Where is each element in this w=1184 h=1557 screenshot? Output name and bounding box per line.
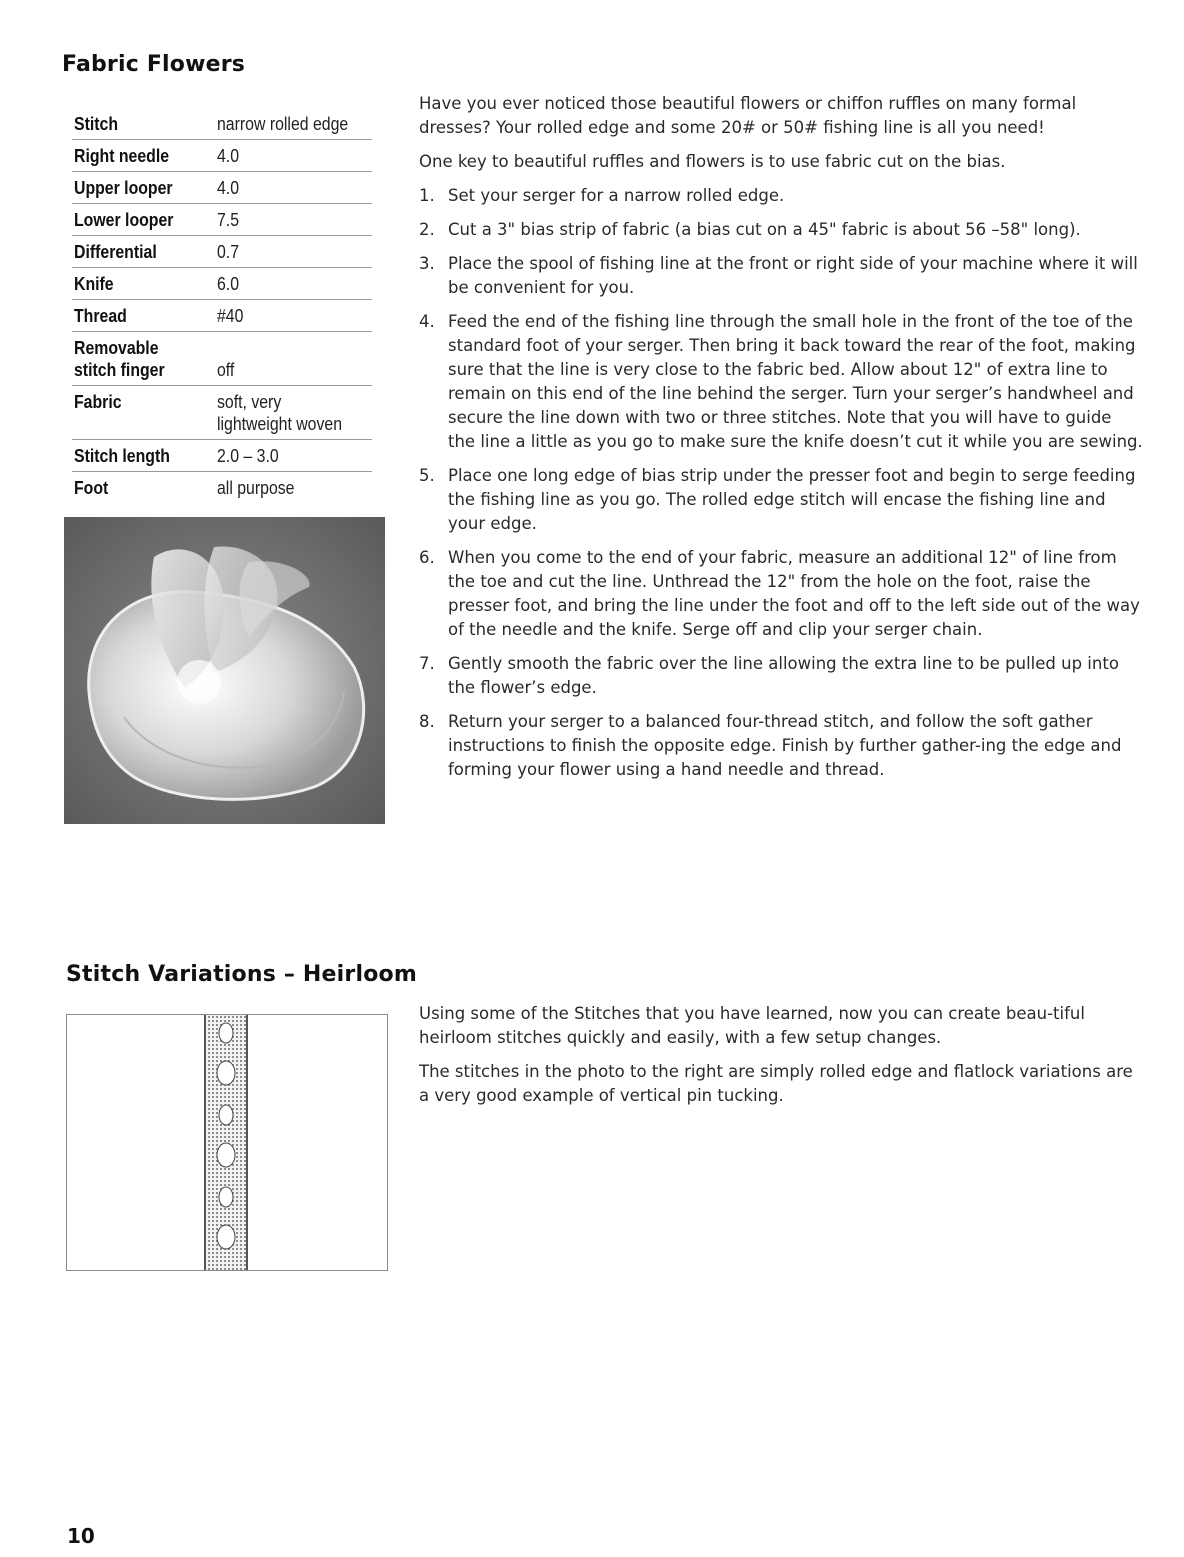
- step-text: Place the spool of fishing line at the front or right side of your machine where it will be convenient for you.: [448, 254, 1138, 297]
- step-text: Feed the end of the fishing line through the small hole in the front of the toe of the standard foot of your serger. Then bring it back toward the rear of the foot, making sure that the line is very close to the fabric bed. Allow about 12" of extra line to remain on this end of the line behind the serger. Turn your serger’s handwheel and secure the line down with two or three stitches. Note that you will have to guide the line a little as you go to make sure the knife doesn’t cut it while you are sewing.: [448, 312, 1143, 451]
- settings-table: [72, 108, 372, 503]
- setting-label: Stitch: [74, 114, 119, 134]
- setting-value: 6.0: [217, 274, 240, 294]
- list-item: [419, 652, 1143, 700]
- setting-label: Lower looper: [74, 210, 174, 230]
- step-number: 8.: [419, 712, 435, 731]
- settings-row: [72, 472, 372, 503]
- page-number: 10: [67, 1524, 95, 1548]
- setting-value: 7.5: [217, 210, 240, 230]
- step-number: 2.: [419, 220, 435, 239]
- setting-label: Removable stitch finger: [74, 338, 165, 380]
- fabric-flowers-text: [419, 92, 1143, 792]
- step-number: 5.: [419, 466, 435, 485]
- settings-row: [72, 236, 372, 268]
- setting-label: Right needle: [74, 146, 170, 166]
- heirloom-text: [419, 1002, 1143, 1118]
- section-title-fabric-flowers: Fabric Flowers: [62, 52, 246, 77]
- settings-row: [72, 108, 372, 140]
- settings-row: [72, 268, 372, 300]
- step-text: Gently smooth the fabric over the line allowing the extra line to be pulled up into the flower’s edge.: [448, 654, 1119, 697]
- setting-label: Fabric: [74, 392, 122, 412]
- section-title-heirloom: Stitch Variations – Heirloom: [66, 962, 417, 987]
- setting-label: Thread: [74, 306, 127, 326]
- list-item: [419, 252, 1143, 300]
- setting-value: narrow rolled edge: [217, 114, 349, 134]
- list-item: [419, 218, 1143, 242]
- steps-list: [419, 184, 1143, 782]
- setting-value: 4.0: [217, 178, 240, 198]
- setting-value: 2.0 – 3.0: [217, 446, 279, 466]
- list-item: [419, 546, 1143, 642]
- setting-value: off: [217, 360, 235, 380]
- setting-label: Differential: [74, 242, 157, 262]
- setting-value: 0.7: [217, 242, 240, 262]
- setting-label: Foot: [74, 478, 109, 498]
- step-number: 4.: [419, 312, 435, 331]
- settings-row: [72, 300, 372, 332]
- step-text: When you come to the end of your fabric, measure an additional 12" of line from the toe and cut the line. Unthread the 12" from the hole on the foot, raise the presser foot, and bring the line under the foot and off to the left side out of the way of the needle and the knife. Serge off and clip your serger chain.: [448, 548, 1140, 639]
- step-text: Set your serger for a narrow rolled edge.: [448, 186, 785, 205]
- step-text: Place one long edge of bias strip under the presser foot and begin to serge feeding the fishing line as you go. The rolled edge stitch will encase the fishing line and your edge.: [448, 466, 1136, 533]
- list-item: [419, 184, 1143, 208]
- setting-value: soft, very lightweight woven: [217, 392, 343, 434]
- fabric-flower-photo: [64, 517, 385, 824]
- settings-row: [72, 440, 372, 472]
- step-number: 7.: [419, 654, 435, 673]
- step-text: Return your serger to a balanced four-thread stitch, and follow the soft gather instructions to finish the opposite edge. Finish by further gather-ing the edge and forming your flower using a hand needle and thread.: [448, 712, 1122, 779]
- body-paragraph: Using some of the Stitches that you have learned, now you can create beau-tiful heirloom stitches quickly and easily, with a few setup changes.: [419, 1004, 1085, 1047]
- step-number: 3.: [419, 254, 435, 273]
- setting-value: 4.0: [217, 146, 240, 166]
- settings-row: [72, 204, 372, 236]
- setting-value: #40: [217, 306, 244, 326]
- setting-label: Stitch length: [74, 446, 170, 466]
- setting-value: all purpose: [217, 478, 295, 498]
- settings-row: [72, 172, 372, 204]
- heirloom-lace-photo: [66, 1014, 388, 1271]
- step-text: Cut a 3" bias strip of fabric (a bias cut on a 45" fabric is about 56 –58" long).: [448, 220, 1081, 239]
- step-number: 6.: [419, 548, 435, 567]
- list-item: [419, 310, 1143, 454]
- settings-row: [72, 386, 372, 440]
- settings-row: [72, 332, 372, 386]
- settings-row: [72, 140, 372, 172]
- setting-label: Knife: [74, 274, 114, 294]
- setting-label: Upper looper: [74, 178, 173, 198]
- intro-paragraph: Have you ever noticed those beautiful flowers or chiffon ruffles on many formal dresses? Your rolled edge and some 20# or 50# fishing line is all you need!: [419, 94, 1077, 137]
- list-item: [419, 464, 1143, 536]
- intro-paragraph: One key to beautiful ruffles and flowers is to use fabric cut on the bias.: [419, 152, 1006, 171]
- step-number: 1.: [419, 186, 435, 205]
- body-paragraph: The stitches in the photo to the right are simply rolled edge and flatlock variations are a very good example of vertical pin tucking.: [419, 1062, 1133, 1105]
- list-item: [419, 710, 1143, 782]
